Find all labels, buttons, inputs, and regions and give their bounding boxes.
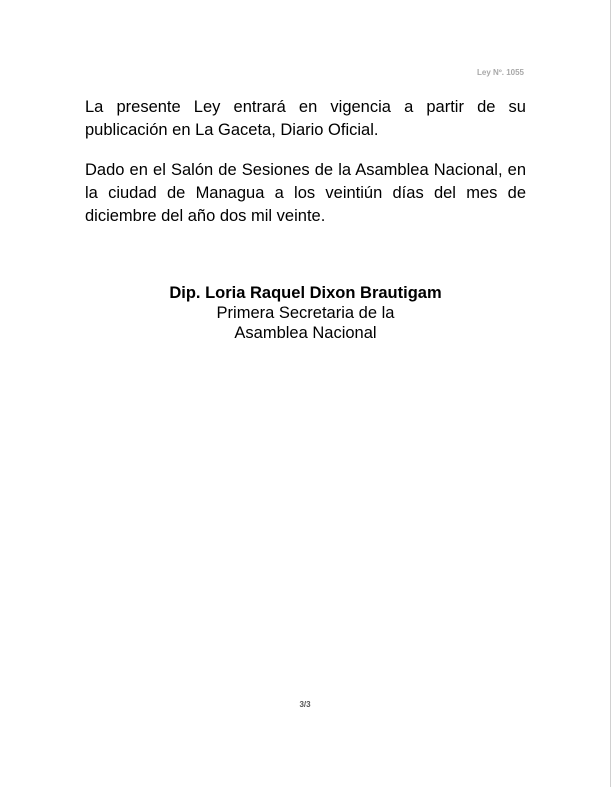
law-number-header: Ley Nº. 1055	[477, 68, 524, 77]
page-number: 3/3	[299, 700, 311, 709]
signatory-title-line-1: Primera Secretaria de la	[216, 304, 395, 322]
signatory-name: Dip. Loria Raquel Dixon Brautigam	[169, 284, 442, 302]
enactment-paragraph: Dado en el Salón de Sesiones de la Asamblea Nacional, en la ciudad de Managua a los veintiún días del mes de diciembre del año dos mil veinte.	[85, 161, 526, 225]
signatory-title-line-2: Asamblea Nacional	[234, 324, 377, 342]
signature-block	[85, 283, 526, 343]
effective-date-paragraph: La presente Ley entrará en vigencia a partir de su publicación en La Gaceta, Diario Oficial.	[85, 98, 526, 139]
